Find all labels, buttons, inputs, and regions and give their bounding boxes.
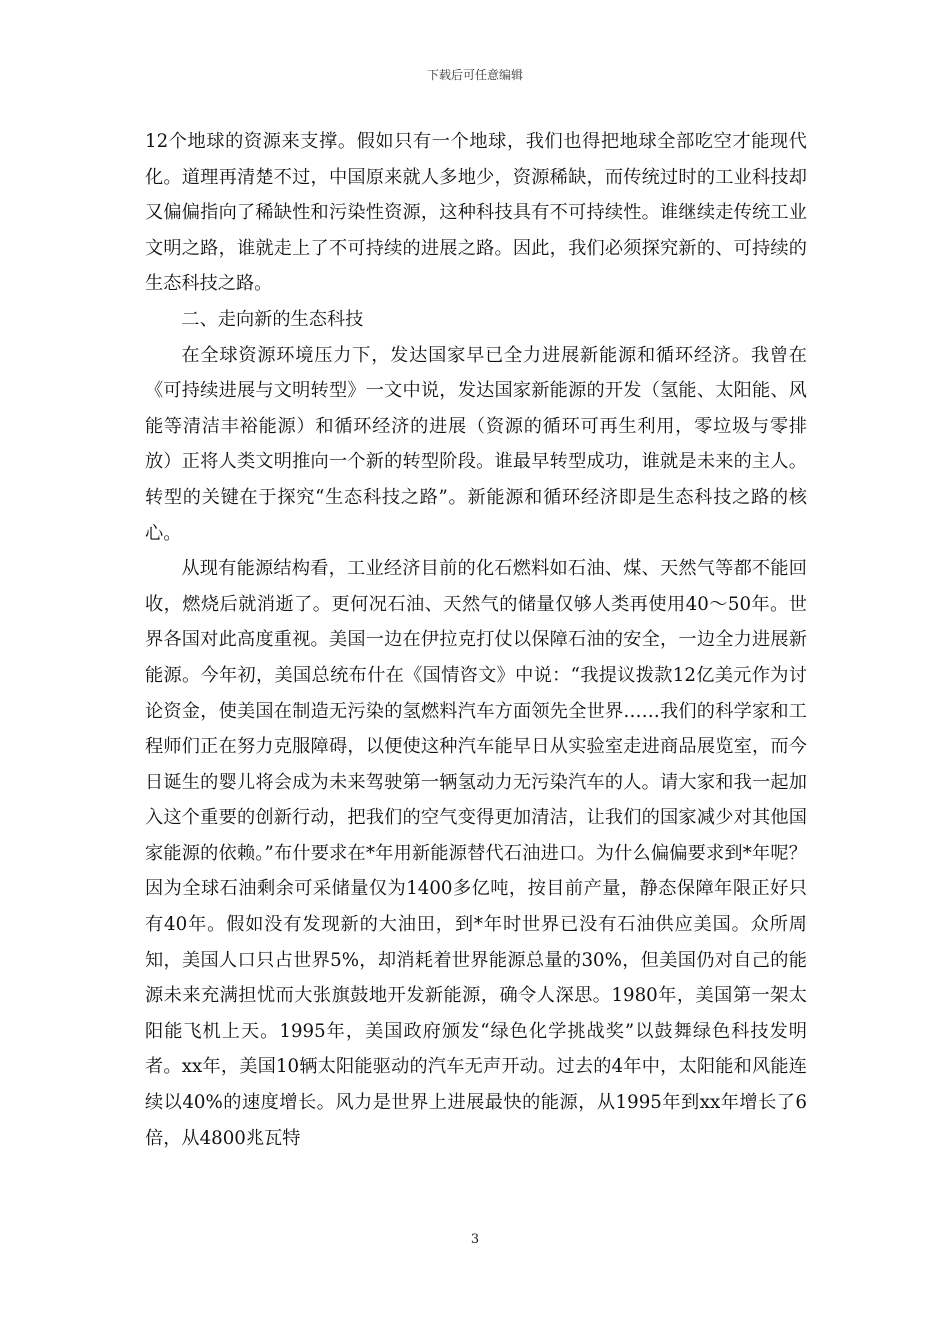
paragraph: 在全球资源环境压力下，发达国家早已全力进展新能源和循环经济。我曾在《可持续进展与文明转型》一文中说，发达国家新能源的开发（氢能、太阳能、风能等清洁丰裕能源）和循环经济的进展（资源的循环可再生利用，零垃圾与零排放）正将人类文明推向一个新的转型阶段。谁最早转型成功，谁就是未来的主人。转型的关键在于探究“生态科技之路”。新能源和循环经济即是生态科技之路的核心。: [145, 344, 807, 544]
page-number: 3: [470, 1232, 480, 1247]
paragraph-continued: 12个地球的资源来支撑。假如只有一个地球，我们也得把地球全部吃空才能现代化。道理再清楚不过，中国原来就人多地少，资源稀缺，而传统过时的工业科技却又偏偏指向了稀缺性和污染性资源，这种科技具有不可持续性。谁继续走传统工业文明之路，谁就走上了不可持续的进展之路。因此，我们必须探究新的、可持续的生态科技之路。: [145, 131, 807, 295]
paragraph: 从现有能源结构看，工业经济目前的化石燃料如石油、煤、天然气等都不能回收，燃烧后就消逝了。更何况石油、天然气的储量仅够人类再使用40～50年。世界各国对此高度重视。美国一边在伊拉克打仗以保障石油的安全，一边全力进展新能源。今年初，美国总统布什在《国情咨文》中说：“我提议拨款12亿美元作为讨论资金，使美国在制造无污染的氢燃料汽车方面领先全世界……我们的科学家和工程师们正在努力克服障碍，以便使这种汽车能早日从实验室走进商品展览室，而今日诞生的婴儿将会成为未来驾驶第一辆氢动力无污染汽车的人。请大家和我一起加入这个重要的创新行动，把我们的空气变得更加清洁，让我们的国家减少对其他国家能源的依赖。”布什要求在*年用新能源替代石油进口。为什么偏偏要求到*年呢？因为全球石油剩余可采储量仅为1400多亿吨，按目前产量，静态保障年限正好只有40年。假如没有发现新的大油田，到*年时世界已没有石油供应美国。众所周知，美国人口只占世界5%，却消耗着世界能源总量的30%，但美国仍对自己的能源未来充满担忧而大张旗鼓地开发新能源，确令人深思。1980年，美国第一架太阳能飞机上天。1995年，美国政府颁发“绿色化学挑战奖”以鼓舞绿色科技发明者。xx年，美国10辆太阳能驱动的汽车无声开动。过去的4年中，太阳能和风能连续以40%的速度增长。风力是世界上进展最快的能源，从1995年到xx年增长了6倍，从4800兆瓦特: [145, 558, 807, 1149]
section-heading: 二、走向新的生态科技: [181, 308, 364, 330]
document-body: [145, 124, 807, 1156]
page-header: 下载后可任意编辑: [426, 68, 523, 82]
